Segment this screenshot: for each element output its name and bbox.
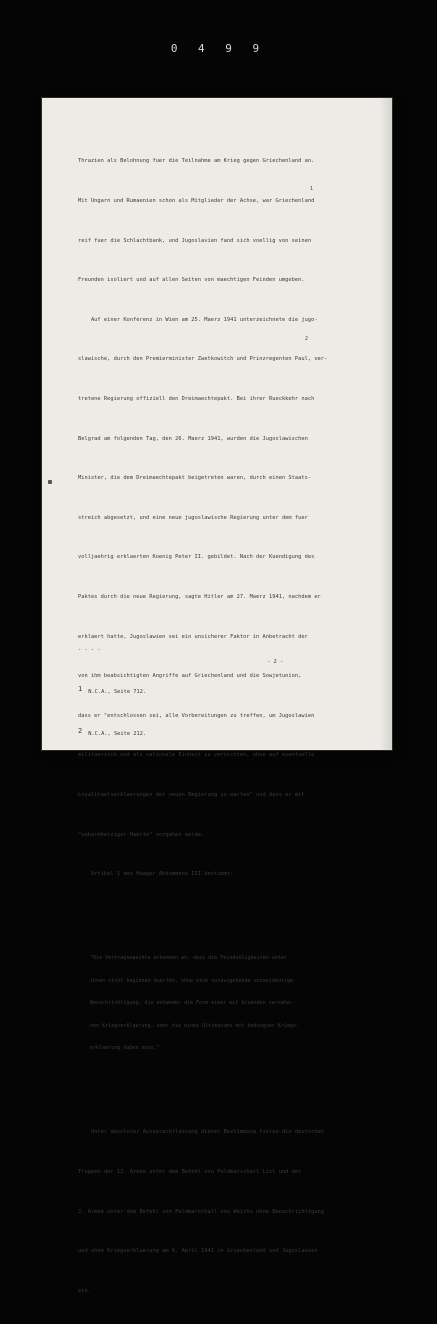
text-line: erklaert hatte, Jugoslawien sei ein unsicherer Faktor in Anbetracht der xyxy=(78,633,308,640)
text-line: ein. xyxy=(78,1287,91,1294)
quote-line: ihnen nicht beginnen duerfen, ohne eine vorausgehende unzweideutige xyxy=(90,977,294,984)
text-line: slawische, durch den Premierminister Zwetkowitch und Prinzregenten Paul, ver- xyxy=(78,356,328,363)
quote-line: erklaerung haben muss." xyxy=(90,1045,160,1052)
block-quote xyxy=(90,940,378,1068)
text-line: tretene Regierung offiziell den Dreimaechtepakt. Bei ihrer Rueckkehr nach xyxy=(78,395,315,402)
text-line: Loyalitaetserklaerungen der neuen Regierung zu warten" und dass er mit xyxy=(78,791,305,798)
text-line: Paktes durch die neue Regierung, sagte Hitler am 27. Maerz 1941, nachdem er xyxy=(78,593,321,600)
margin-mark xyxy=(48,480,52,484)
footnote-number: 2 xyxy=(78,727,83,735)
text-line: von ihm beabsichtigten Angriffe auf Griechenland und die Sowjetunion, xyxy=(78,673,302,680)
text-line: Freunden isoliert und auf allen Seiten von maechtigen Feinden umgeben. xyxy=(78,277,305,284)
text-line: Belgrad am folgenden Tag, den 26. Maerz 1941, wurden die Jugoslawischen xyxy=(78,435,308,442)
text-line: "unbarmherziger Haerte" vorgehen werde. xyxy=(78,831,205,838)
page-number: - 2 - xyxy=(267,659,284,665)
frame-number: 0 4 9 9 xyxy=(170,42,267,55)
footnote-mark-1: 1 xyxy=(310,186,314,192)
text-line: Auf einer Konferenz in Wien am 25. Maerz 1941 unterzeichnete die jugo- xyxy=(78,316,318,323)
text-line: Mit Ungarn und Rumaenien schon als Mitglieder der Achse, war Griechenland xyxy=(78,198,315,204)
document-page xyxy=(42,98,392,1294)
text-line: dass er "entschlossen sei, alle Vorbereitungen zu treffen, um Jugoslawien xyxy=(78,712,315,719)
text-line: Artikel 1 des Haager Abkommens III bestimmt: xyxy=(78,871,234,878)
footnote-2 xyxy=(78,725,378,741)
page-edge-shadow xyxy=(380,98,392,750)
text-line: Minister, die dem Dreimaechtepakt beigetreten waren, durch einen Staats- xyxy=(78,475,312,482)
text-line: Truppen der 12. Armee unter dem Befehl von Feldmarschall List und der xyxy=(78,1169,302,1175)
text-line: Thrazien als Belohnung fuer die Teilnahme am Krieg gegen Griechenland an. xyxy=(78,158,315,165)
text-line: Unter absoluter Ausserachtlassung dieser Bestimmung fielen die deutschen xyxy=(78,1129,325,1136)
text-line: streich abgesetzt, und eine neue jugoslawische Regierung unter dem fuer xyxy=(78,514,308,521)
text-line: reif fuer die Schlachtbank, und Jugoslavien fand sich voellig von seinen xyxy=(78,237,312,244)
quote-line: nen Kriegserklaerung, oder die eines Ultimatums mit bedingter Kriegs- xyxy=(90,1022,300,1029)
quote-line: "Die Vertragsmaechte erkennen an, dass die Feindseligkeiten unter xyxy=(90,955,287,962)
footnote-text: N.C.A., Seite 212. xyxy=(88,731,147,737)
text-line: und ohne Kriegserklaerung am 6. April 1941 in Griechenland und Jugoslawien xyxy=(78,1248,318,1255)
footnote-number: 1 xyxy=(78,685,83,693)
quote-line: Benachrichtigung, die entweder die Form einer mit Gruenden versehe- xyxy=(90,1000,294,1007)
footnote-1 xyxy=(78,683,378,699)
footnote-mark-2: 2 xyxy=(305,336,309,342)
footnote-text: N.C.A., Seite 712. xyxy=(88,689,147,695)
footnote-separator: - - - - xyxy=(78,647,101,653)
text-line: volljaehrig erklaerten Koenig Peter II. gebildet. Nach der Kuendigung des xyxy=(78,554,315,561)
text-line: militaerisch und als nationale Einheit zu vernichten, ohne auf eventuelle xyxy=(78,752,315,759)
text-line: 2. Armee unter dem Befehl von Feldmarschall von Weichs ohne Benachrichtigung xyxy=(78,1208,325,1215)
footnotes xyxy=(78,618,378,767)
